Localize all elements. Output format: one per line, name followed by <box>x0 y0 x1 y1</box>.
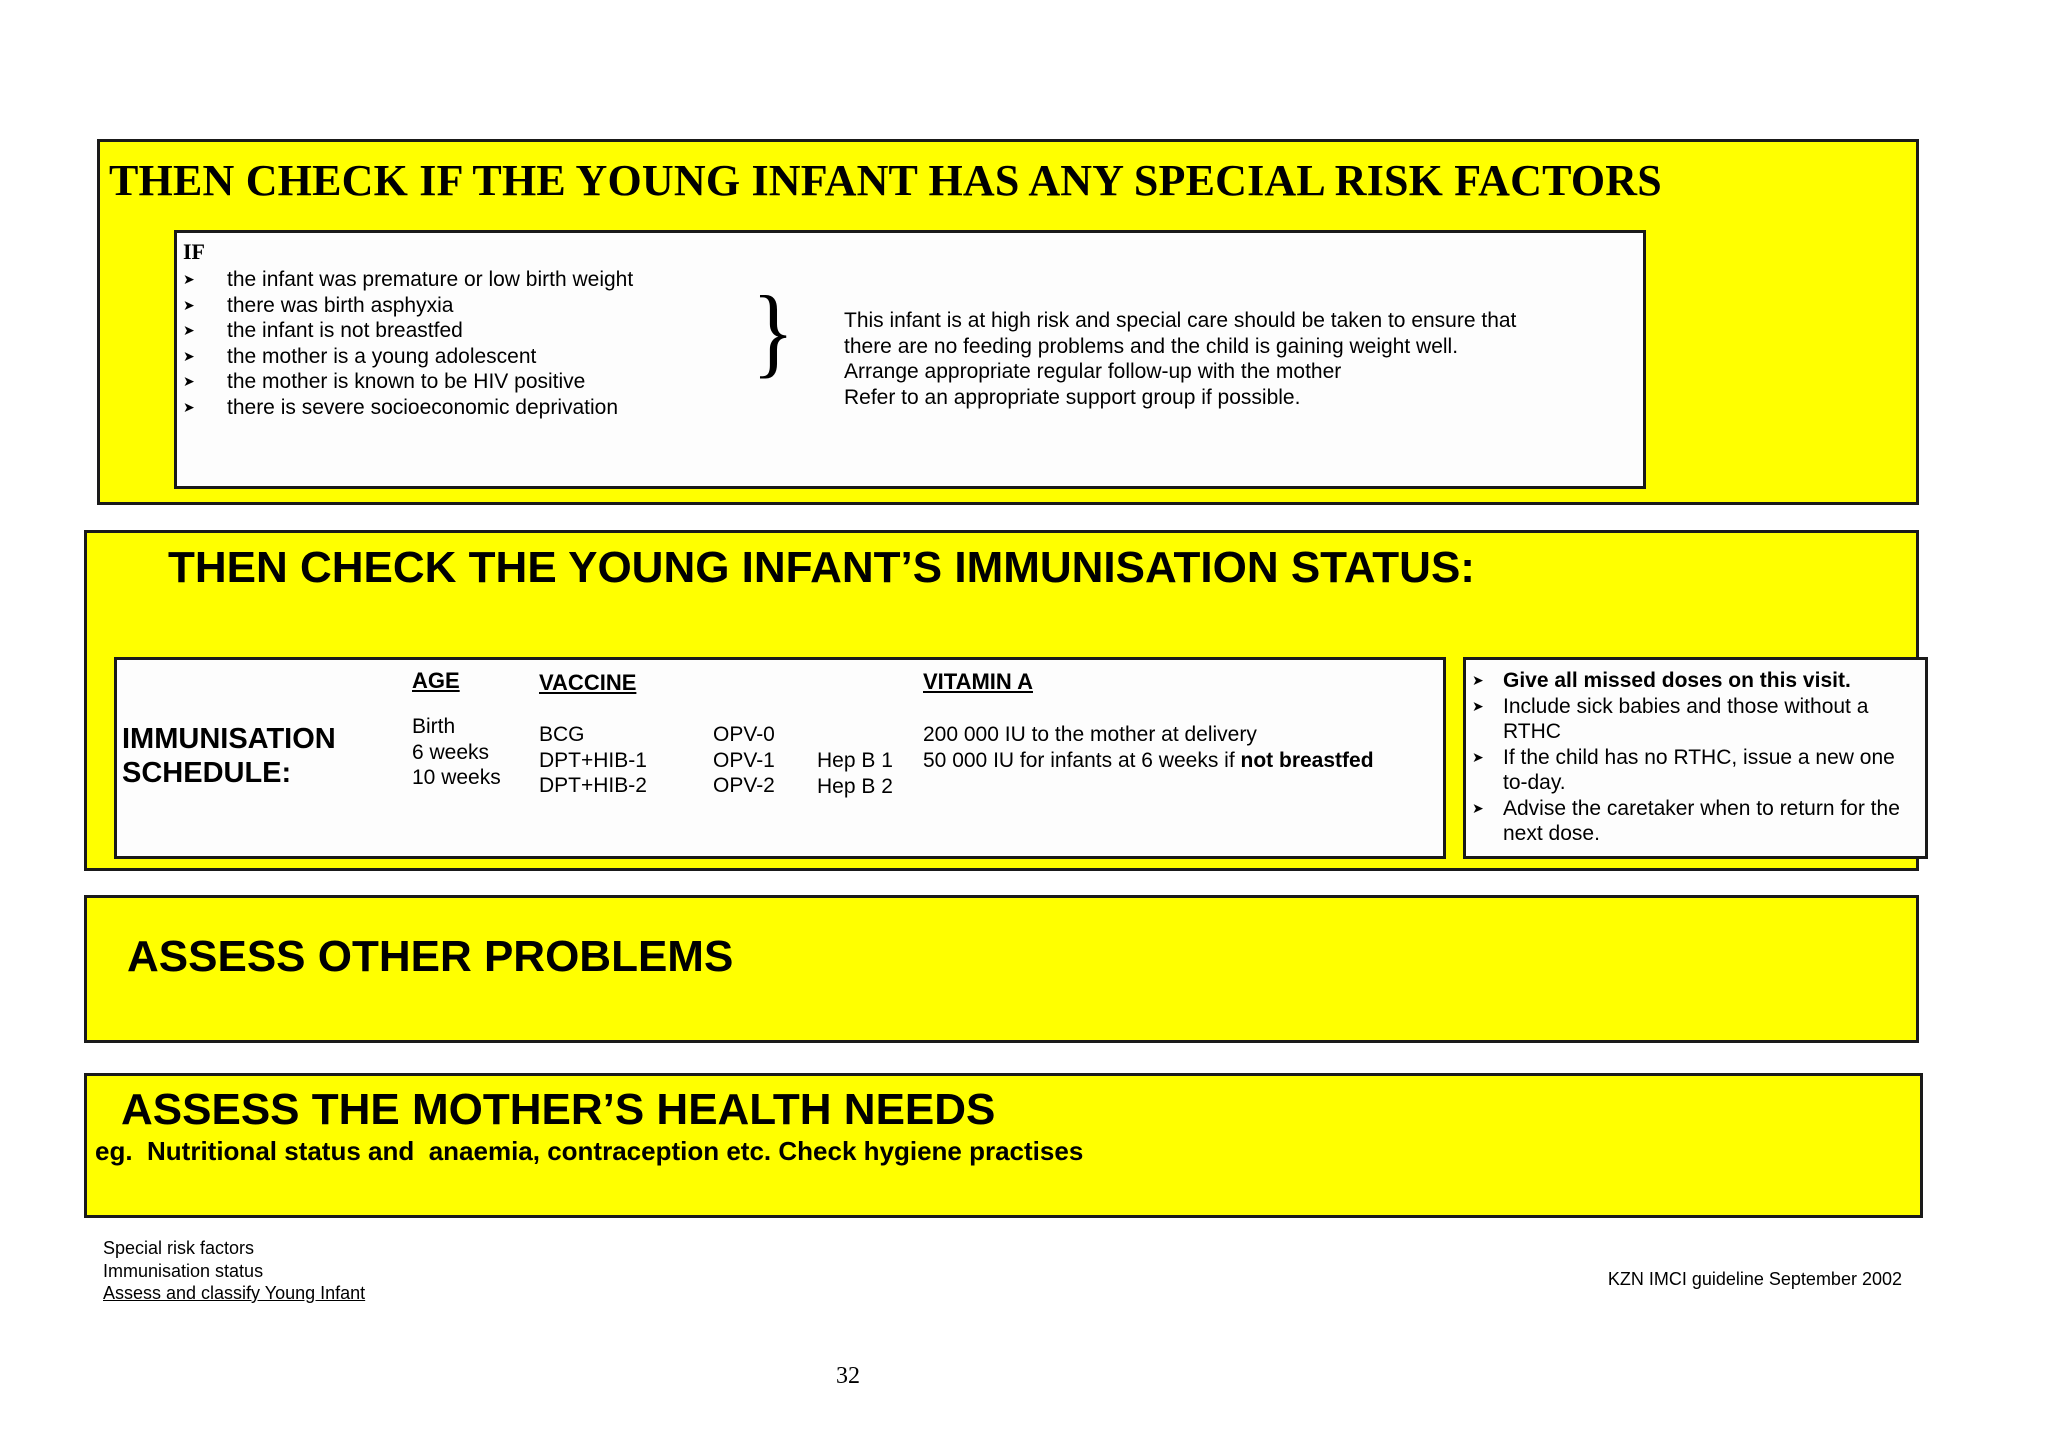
vaccine-cell: Hep B 1 <box>817 749 893 772</box>
footer-links <box>103 1237 365 1305</box>
list-item: ➤ the infant was premature or low birth weight <box>183 268 634 291</box>
list-item: ➤ there is severe socioeconomic deprivation <box>183 395 619 419</box>
arrowhead-bullet-icon: ➤ <box>183 271 195 287</box>
arrowhead-bullet-icon: ➤ <box>183 398 195 415</box>
immunisation-heading: THEN CHECK THE YOUNG INFANT’S IMMUNISATION STATUS: <box>168 543 1475 592</box>
footer-link-immunisation-status[interactable]: Immunisation status <box>103 1260 264 1281</box>
vitamin-a-cell: 50 000 IU for infants at 6 weeks if not breastfed <box>923 748 1374 772</box>
vaccine-column-2 <box>713 722 775 799</box>
list-item: ➤ Include sick babies and those without a RTHC <box>1472 694 1869 743</box>
age-cell: Birth <box>412 715 456 738</box>
age-cell: 6 weeks <box>412 740 490 764</box>
arrowhead-bullet-icon: ➤ <box>1472 672 1484 688</box>
other-problems-panel <box>84 895 1919 1043</box>
vaccine-cell: Hep B 2 <box>817 774 893 798</box>
age-cell: 10 weeks <box>412 766 501 789</box>
list-item: ➤ the mother is known to be HIV positive <box>183 370 586 393</box>
vaccine-column-3 <box>817 748 893 799</box>
immunisation-notes-list <box>1470 668 1920 847</box>
other-problems-heading: ASSESS OTHER PROBLEMS <box>127 932 734 981</box>
mother-health-subtext: eg. Nutritional status and anaemia, contraception etc. Check hygiene practises <box>95 1136 1084 1166</box>
vitamin-a-cell: 200 000 IU to the mother at delivery <box>923 723 1257 746</box>
arrowhead-bullet-icon: ➤ <box>183 322 195 338</box>
risk-factors-box <box>174 230 1646 489</box>
risk-conditions-list <box>181 267 633 420</box>
advice-line: Arrange appropriate regular follow-up with the mother <box>844 360 1342 383</box>
advice-line: there are no feeding problems and the child is gaining weight well. <box>844 334 1459 358</box>
vaccine-cell: DPT+HIB-1 <box>539 748 647 772</box>
risk-factors-panel <box>97 139 1919 505</box>
arrowhead-bullet-icon: ➤ <box>1472 799 1484 816</box>
immunisation-notes-box <box>1463 657 1928 859</box>
arrowhead-bullet-icon: ➤ <box>1472 697 1484 714</box>
if-label: IF <box>183 239 205 264</box>
age-column-header: AGE <box>412 668 460 693</box>
advice-line: Refer to an appropriate support group if possible. <box>844 385 1301 409</box>
mother-health-panel <box>84 1073 1923 1218</box>
vaccine-column-header: VACCINE <box>539 670 637 695</box>
page-number: 32 <box>836 1363 860 1389</box>
footer-link-assess-classify[interactable]: Assess and classify Young Infant <box>103 1283 366 1303</box>
list-item: ➤ there was birth asphyxia <box>183 293 454 317</box>
immunisation-panel <box>84 530 1919 871</box>
arrowhead-bullet-icon: ➤ <box>183 347 195 364</box>
footer-credit: KZN IMCI guideline September 2002 <box>1607 1269 1902 1289</box>
schedule-label: IMMUNISATION SCHEDULE: <box>122 723 336 789</box>
list-item: ➤ Advise the caretaker when to return for the next dose. <box>1472 796 1900 845</box>
list-item: ➤ If the child has no RTHC, issue a new one to-day. <box>1472 745 1895 794</box>
arrowhead-bullet-icon: ➤ <box>183 296 195 313</box>
ages-column <box>412 714 501 791</box>
vaccine-cell: DPT+HIB-2 <box>539 774 647 797</box>
risk-advice <box>844 308 1516 410</box>
mother-health-heading: ASSESS THE MOTHER’S HEALTH NEEDS <box>121 1085 996 1134</box>
list-item: ➤ the mother is a young adolescent <box>183 344 537 368</box>
risk-factors-heading: THEN CHECK IF THE YOUNG INFANT HAS ANY SPECIAL RISK FACTORS <box>109 156 1662 205</box>
list-item: ➤ Give all missed doses on this visit. <box>1472 669 1851 692</box>
vaccine-cell: BCG <box>539 723 585 746</box>
vaccine-cell: OPV-2 <box>713 774 775 797</box>
advice-line: This infant is at high risk and special care should be taken to ensure that <box>844 309 1517 332</box>
vaccine-cell: OPV-1 <box>713 748 775 772</box>
vitamin-a-column <box>923 722 1374 773</box>
vitamin-a-column-header: VITAMIN A <box>923 669 1033 694</box>
footer-link-risk-factors[interactable]: Special risk factors <box>103 1238 255 1258</box>
vaccine-column-1 <box>539 722 647 799</box>
immunisation-schedule-box <box>114 657 1446 859</box>
list-item: ➤ the infant is not breastfed <box>183 319 463 342</box>
arrowhead-bullet-icon: ➤ <box>183 373 195 389</box>
arrowhead-bullet-icon: ➤ <box>1472 748 1484 765</box>
vaccine-cell: OPV-0 <box>713 723 775 746</box>
brace-symbol: } <box>752 276 795 389</box>
